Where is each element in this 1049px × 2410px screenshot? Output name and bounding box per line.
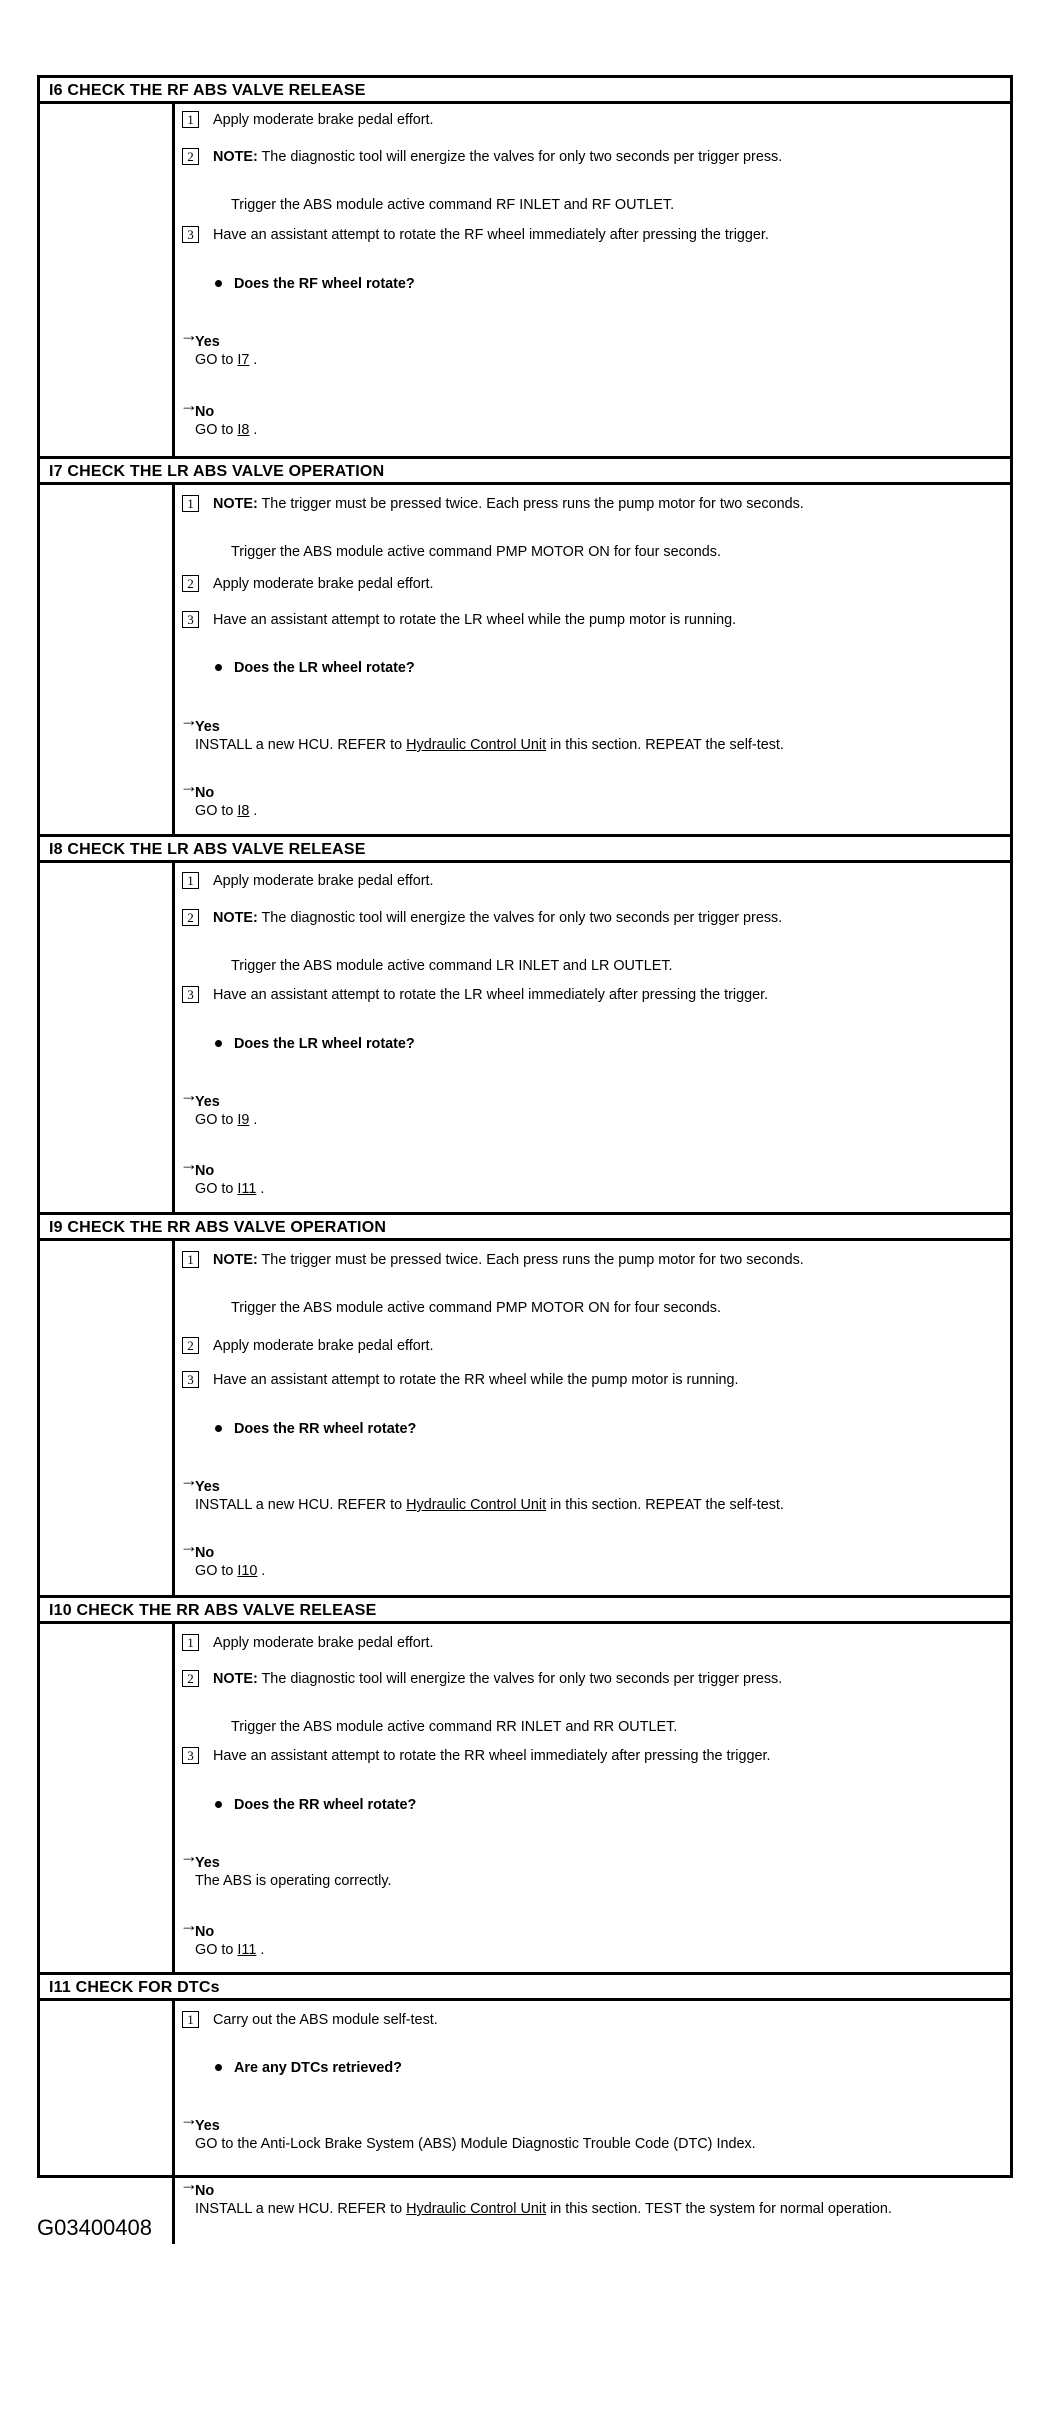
no-action — [195, 2200, 975, 2218]
action-text: GO to — [195, 1181, 238, 1197]
question — [215, 1036, 415, 1052]
yes-label: Yes — [195, 1094, 220, 1110]
action-text: INSTALL a new HCU. REFER to — [195, 737, 407, 753]
link-i10[interactable]: I10 — [237, 1563, 258, 1579]
step-text: Have an assistant attempt to rotate the RR wheel while the pump motor is running. — [213, 1372, 739, 1388]
note-label: NOTE: — [213, 910, 258, 926]
question-text: Does the RR wheel rotate? — [234, 1797, 417, 1813]
action-text: GO to — [195, 1112, 238, 1128]
step-number-box: 3 — [182, 1371, 199, 1388]
step-text: Carry out the ABS module self-test. — [213, 2012, 438, 2028]
step-number-box: 1 — [182, 2011, 199, 2028]
step-number-box: 1 — [182, 1251, 199, 1268]
arrow-right-icon: → — [180, 710, 198, 730]
step-i9-body — [40, 1241, 1010, 1598]
arrow-right-icon: → — [180, 776, 198, 796]
link-hydraulic-control-unit[interactable]: Hydraulic Control Unit — [406, 2201, 547, 2217]
no-label: No — [195, 1545, 215, 1561]
step-text: Have an assistant attempt to rotate the RR wheel immediately after pressing the trigger. — [213, 1748, 771, 1764]
note-label: NOTE: — [213, 1671, 258, 1687]
question-text: Does the LR wheel rotate? — [234, 1036, 415, 1052]
step-number-box: 3 — [182, 1747, 199, 1764]
arrow-right-icon: → — [180, 2174, 198, 2194]
link-i7[interactable]: I7 — [237, 352, 250, 368]
note-body: The diagnostic tool will energize the valves for only two seconds per trigger press. — [257, 910, 783, 926]
link-hydraulic-control-unit[interactable]: Hydraulic Control Unit — [406, 1497, 547, 1513]
note-body: The trigger must be pressed twice. Each press runs the pump motor for two seconds. — [257, 496, 804, 512]
step-i8-title: I8 CHECK THE LR ABS VALVE RELEASE — [49, 841, 366, 858]
note-text — [213, 1671, 782, 1687]
arrow-right-icon: → — [180, 1536, 198, 1556]
step-i7-header — [40, 459, 1010, 485]
note-text — [213, 1252, 804, 1268]
action-text: in this section. TEST the system for normal operation. — [546, 2201, 892, 2217]
step-i10-body — [40, 1624, 1010, 1975]
step-i10-left-col — [40, 1624, 175, 1972]
step-text: Have an assistant attempt to rotate the LR wheel immediately after pressing the trigger. — [213, 987, 769, 1003]
yes-action — [195, 737, 784, 753]
arrow-right-icon: → — [180, 1915, 198, 1935]
note-text — [213, 496, 804, 512]
step-i10-title: I10 CHECK THE RR ABS VALVE RELEASE — [49, 1602, 377, 1619]
yes-action: The ABS is operating correctly. — [195, 1873, 392, 1889]
step-i6-header — [40, 78, 1010, 104]
step-subtext: Trigger the ABS module active command PMP MOTOR ON for four seconds. — [231, 544, 722, 560]
action-text: . — [249, 803, 258, 819]
no-label: No — [195, 785, 215, 801]
step-text: Have an assistant attempt to rotate the RF wheel immediately after pressing the trigger. — [213, 227, 769, 243]
diagnostic-table — [37, 75, 1013, 2217]
action-text: GO to — [195, 1942, 238, 1958]
step-i8-body — [40, 863, 1010, 1215]
question-text: Does the RR wheel rotate? — [234, 1421, 417, 1437]
step-i11-title: I11 CHECK FOR DTCs — [49, 1979, 220, 1996]
step-i8-header — [40, 837, 1010, 863]
no-label: No — [195, 1163, 215, 1179]
step-text: Apply moderate brake pedal effort. — [213, 112, 434, 128]
step-text: Have an assistant attempt to rotate the LR wheel while the pump motor is running. — [213, 612, 737, 628]
action-text: . — [256, 1942, 265, 1958]
link-i11[interactable]: I11 — [237, 1942, 257, 1958]
yes-label: Yes — [195, 1479, 220, 1495]
question-text: Are any DTCs retrieved? — [234, 2060, 402, 2076]
question — [215, 1421, 416, 1437]
link-i8[interactable]: I8 — [237, 422, 250, 438]
action-text: . — [257, 1563, 266, 1579]
step-number-box: 2 — [182, 1670, 199, 1687]
no-action — [195, 422, 257, 438]
no-label: No — [195, 1924, 215, 1940]
step-subtext: Trigger the ABS module active command LR INLET and LR OUTLET. — [231, 958, 673, 974]
step-i9-header — [40, 1215, 1010, 1241]
question — [215, 276, 415, 292]
step-number-box: 2 — [182, 148, 199, 165]
step-i10-header — [40, 1598, 1010, 1624]
step-subtext: Trigger the ABS module active command RR INLET and RR OUTLET. — [231, 1719, 678, 1735]
arrow-right-icon: → — [180, 325, 198, 345]
yes-action — [195, 352, 257, 368]
action-text: . — [249, 352, 258, 368]
arrow-right-icon: → — [180, 395, 198, 415]
step-i6-body — [40, 104, 1010, 459]
step-text: Apply moderate brake pedal effort. — [213, 576, 434, 592]
note-label: NOTE: — [213, 496, 258, 512]
yes-label: Yes — [195, 2118, 220, 2134]
step-text: Apply moderate brake pedal effort. — [213, 1635, 434, 1651]
action-text: . — [256, 1181, 265, 1197]
note-text — [213, 149, 782, 165]
step-number-box: 1 — [182, 872, 199, 889]
link-i9[interactable]: I9 — [237, 1112, 250, 1128]
step-i11-content — [175, 2001, 1010, 2244]
note-text — [213, 910, 782, 926]
no-label: No — [195, 404, 215, 420]
step-i9-left-col — [40, 1241, 175, 1595]
arrow-right-icon: → — [180, 1470, 198, 1490]
action-text: GO to — [195, 1563, 238, 1579]
step-i7-title: I7 CHECK THE LR ABS VALVE OPERATION — [49, 463, 385, 480]
step-i9-title: I9 CHECK THE RR ABS VALVE OPERATION — [49, 1219, 387, 1236]
step-number-box: 2 — [182, 909, 199, 926]
step-number-box: 1 — [182, 495, 199, 512]
figure-id: G03400408 — [37, 2215, 152, 2240]
action-text: . — [249, 1112, 258, 1128]
note-label: NOTE: — [213, 1252, 258, 1268]
step-i6-left-col — [40, 104, 175, 456]
step-number-box: 3 — [182, 226, 199, 243]
step-i8-left-col — [40, 863, 175, 1212]
no-action — [195, 803, 257, 819]
bullet-icon — [215, 1801, 222, 1808]
step-number-box: 1 — [182, 1634, 199, 1651]
step-subtext: Trigger the ABS module active command RF INLET and RF OUTLET. — [231, 197, 675, 213]
question-text: Does the LR wheel rotate? — [234, 660, 415, 676]
yes-label: Yes — [195, 719, 220, 735]
note-label: NOTE: — [213, 149, 258, 165]
action-text: INSTALL a new HCU. REFER to — [195, 1497, 407, 1513]
yes-label: Yes — [195, 1855, 220, 1871]
action-text: GO to — [195, 422, 238, 438]
arrow-right-icon: → — [180, 2109, 198, 2129]
step-number-box: 1 — [182, 111, 199, 128]
step-i11-left-col — [40, 2001, 175, 2244]
bullet-icon — [215, 2064, 222, 2071]
action-text: . — [249, 422, 258, 438]
step-i8-content — [175, 863, 1010, 1212]
step-number-box: 3 — [182, 986, 199, 1003]
step-text: Apply moderate brake pedal effort. — [213, 873, 434, 889]
step-number-box: 2 — [182, 1337, 199, 1354]
arrow-right-icon: → — [180, 1154, 198, 1174]
link-i8[interactable]: I8 — [237, 803, 250, 819]
note-body: The diagnostic tool will energize the valves for only two seconds per trigger press. — [257, 1671, 783, 1687]
bullet-icon — [215, 1425, 222, 1432]
question — [215, 2060, 402, 2076]
step-i7-left-col — [40, 485, 175, 834]
no-label: No — [195, 2183, 215, 2199]
no-action — [195, 1181, 264, 1197]
action-text: INSTALL a new HCU. REFER to — [195, 2201, 407, 2217]
step-i11-body — [40, 2001, 1010, 2244]
action-text: GO to — [195, 803, 238, 819]
step-text: Apply moderate brake pedal effort. — [213, 1338, 434, 1354]
arrow-right-icon: → — [180, 1846, 198, 1866]
step-i10-content — [175, 1624, 1010, 1972]
step-i7-content — [175, 485, 1010, 834]
yes-action — [195, 1112, 257, 1128]
bullet-icon — [215, 280, 222, 287]
question — [215, 660, 415, 676]
no-action — [195, 1563, 265, 1579]
step-number-box: 2 — [182, 575, 199, 592]
yes-label: Yes — [195, 334, 220, 350]
bullet-icon — [215, 1040, 222, 1047]
step-number-box: 3 — [182, 611, 199, 628]
link-i11[interactable]: I11 — [237, 1181, 257, 1197]
yes-action: GO to the Anti-Lock Brake System (ABS) Module Diagnostic Trouble Code (DTC) Index. — [195, 2136, 756, 2152]
arrow-right-icon: → — [180, 1085, 198, 1105]
step-i6-content — [175, 104, 1010, 456]
question-text: Does the RF wheel rotate? — [234, 276, 415, 292]
action-text: in this section. REPEAT the self-test. — [546, 737, 784, 753]
no-action — [195, 1942, 264, 1958]
step-subtext: Trigger the ABS module active command PMP MOTOR ON for four seconds. — [231, 1300, 722, 1316]
link-hydraulic-control-unit[interactable]: Hydraulic Control Unit — [406, 737, 547, 753]
action-text: in this section. REPEAT the self-test. — [546, 1497, 784, 1513]
step-i7-body — [40, 485, 1010, 837]
step-i6-title: I6 CHECK THE RF ABS VALVE RELEASE — [49, 82, 366, 99]
step-i9-content — [175, 1241, 1010, 1595]
bullet-icon — [215, 664, 222, 671]
action-text: GO to — [195, 352, 238, 368]
step-i11-header — [40, 1975, 1010, 2001]
question — [215, 1797, 416, 1813]
yes-action — [195, 1497, 784, 1513]
note-body: The diagnostic tool will energize the valves for only two seconds per trigger press. — [257, 149, 783, 165]
note-body: The trigger must be pressed twice. Each press runs the pump motor for two seconds. — [257, 1252, 804, 1268]
